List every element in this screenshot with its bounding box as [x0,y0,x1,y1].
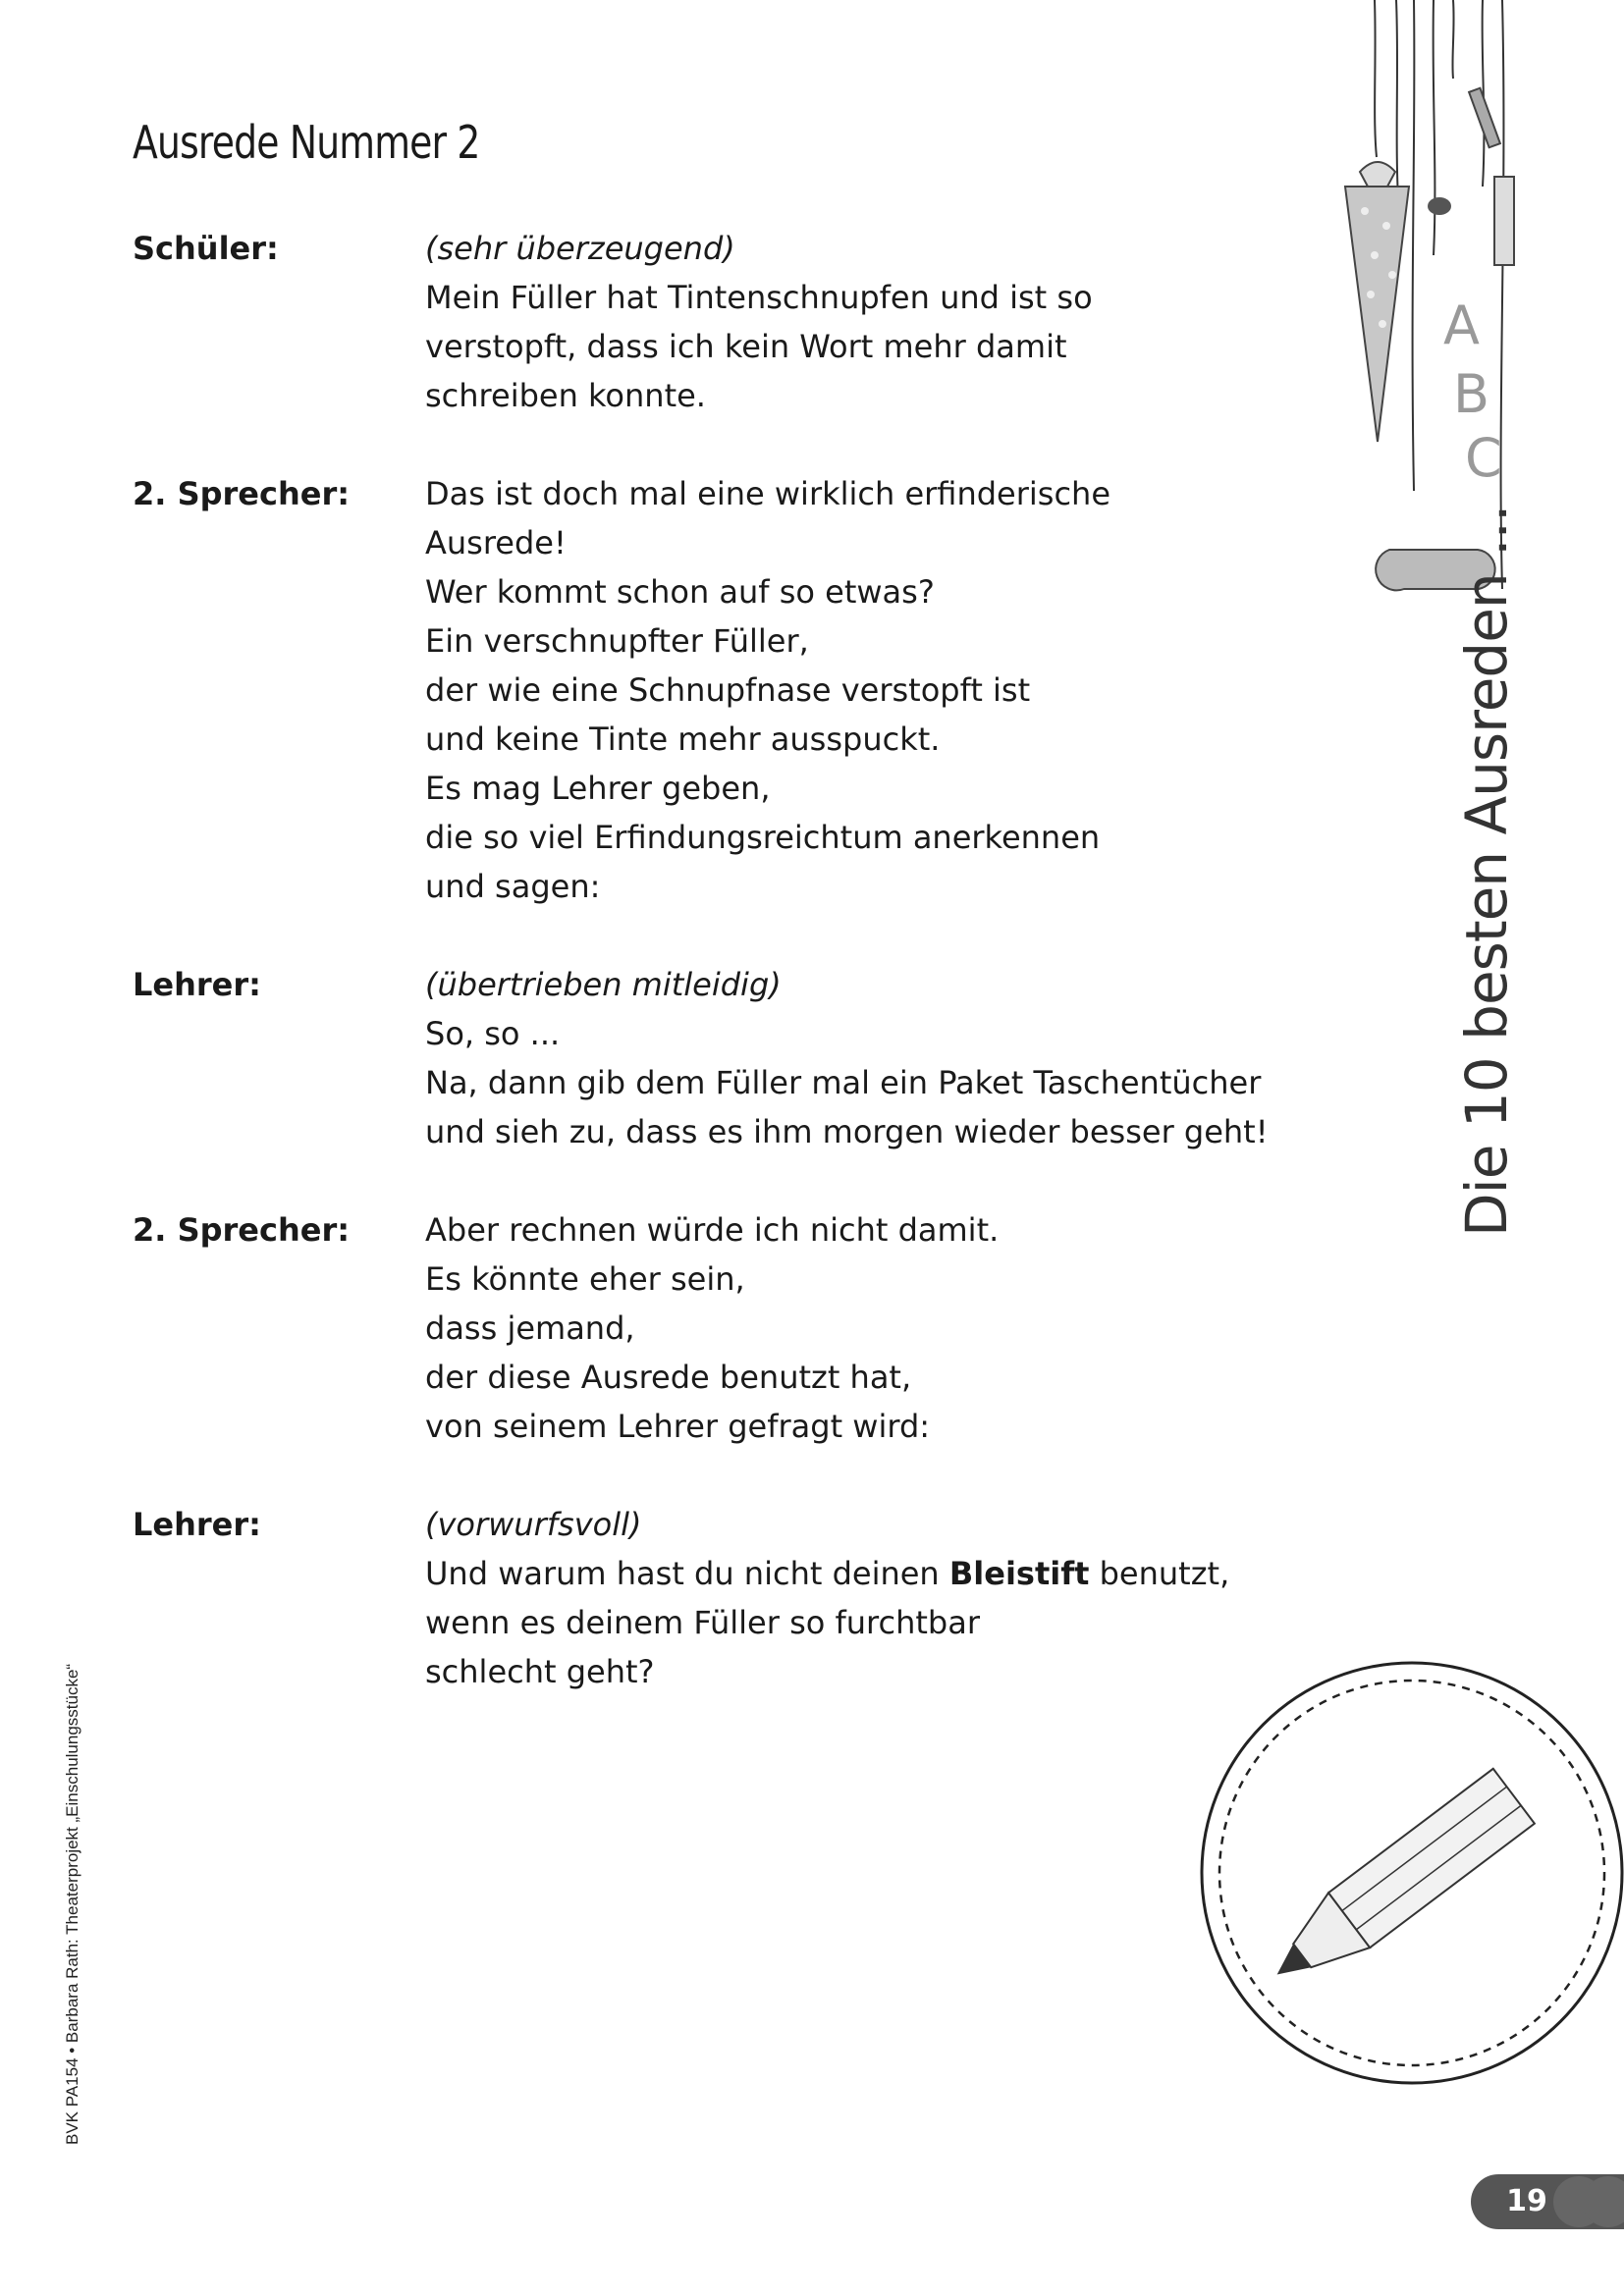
stage-direction: (sehr überzeugend) [425,230,735,267]
speech-line [425,1549,1370,1598]
pencil-badge-illustration [1196,1657,1624,2089]
page-number: 19 [1506,2184,1547,2218]
speech-line: Mein Füller hat Tintenschnupfen und ist so [425,279,1093,316]
speech-text: benutzt, [1089,1555,1230,1592]
speaker-label: Lehrer: [133,966,261,1003]
speech [425,1205,1370,1451]
speech-line: Wer kommt schon auf so etwas? [425,573,935,611]
page-number-badge [1471,2174,1624,2229]
speech-line: der diese Ausrede benutzt hat, [425,1359,912,1396]
speech-line: wenn es deinem Füller so furchtbar [425,1604,980,1641]
speaker-label: Schüler: [133,230,279,267]
page-title: Ausrede Nummer 2 [133,116,480,169]
stage-direction: (übertrieben mitleidig) [425,966,782,1003]
dialogue-entry [133,469,1370,911]
speech-line: und sieh zu, dass es ihm morgen wieder besser geht! [425,1113,1269,1150]
speech-line: Es könnte eher sein, [425,1260,745,1298]
speech-line: Ein verschnupfter Füller, [425,622,809,660]
speaker-label: 2. Sprecher: [133,475,351,512]
speech [425,469,1370,911]
svg-text:A: A [1443,294,1480,356]
dialogue-entry [133,1205,1370,1451]
speech-line: Das ist doch mal eine wirklich erfinderische [425,475,1111,512]
speech-text: Und warum hast du nicht deinen [425,1555,949,1592]
speech-line: schreiben konnte. [425,377,706,414]
speech-line: Es mag Lehrer geben, [425,770,771,807]
speech-line: der wie eine Schnupfnase verstopft ist [425,671,1031,709]
dialogue [133,224,1370,1745]
publisher-credit: BVK PA154 • Barbara Rath: Theaterprojekt „Einschulungsstücke“ [63,1663,81,2145]
dialogue-entry [133,960,1370,1156]
speech-line: Aber rechnen würde ich nicht damit. [425,1211,1000,1249]
speaker-label: Lehrer: [133,1506,261,1543]
emphasized-word: Bleistift [948,1555,1090,1592]
stage-direction: (vorwurfsvoll) [425,1506,642,1543]
speech [425,960,1370,1156]
speech-line: und sagen: [425,868,601,905]
svg-text:B: B [1453,363,1490,425]
dialogue-entry [133,224,1370,420]
speech-line: von seinem Lehrer gefragt wird: [425,1408,931,1445]
speech [425,224,1370,420]
speech-line: Na, dann gib dem Füller mal ein Paket Taschentücher [425,1064,1262,1101]
speech-line: verstopft, dass ich kein Wort mehr damit [425,328,1067,365]
speech-line: die so viel Erfindungsreichtum anerkennen [425,819,1101,856]
speaker-label: 2. Sprecher: [133,1211,351,1249]
speech-line: und keine Tinte mehr ausspuckt. [425,721,941,758]
dialogue-entry [133,1500,1370,1696]
speech-line: schlecht geht? [425,1653,655,1690]
svg-text:C: C [1465,427,1502,489]
speech-line: Ausrede! [425,524,567,561]
speech-line: dass jemand, [425,1309,635,1347]
side-title: Die 10 besten Ausreden ... [1453,505,1520,1237]
speech-line: So, so ... [425,1015,561,1052]
